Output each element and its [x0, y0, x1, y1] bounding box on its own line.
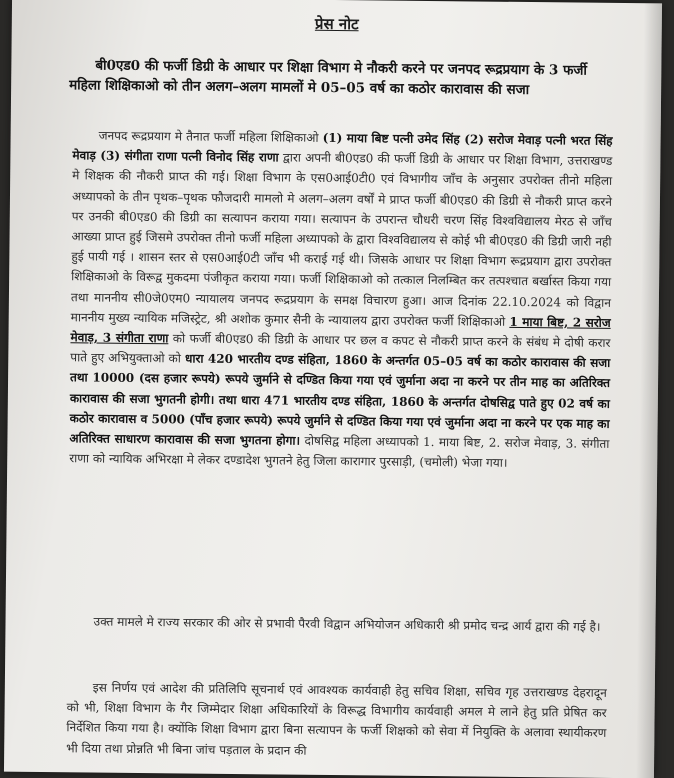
- paragraph-prosecution: उक्त मामले मे राज्य सरकार की ओर से प्रभावी पैरवी विद्वान अभियोजन अधिकारी श्री प्रमोद चन्द्र आर्य द्वारा की गई है।: [93, 614, 601, 634]
- accused-names: (1) माया बिष्ट पत्नी उमेद सिंह (2) सरोज मेवाड़ पत्नी भरत सिंह मेवाड़ (3) संगीता राणा पत्नी विनोद सिंह राणा: [72, 130, 613, 165]
- headline: बी0एड0 की फर्जी डिग्री के आधार पर शिक्षा विभाग मे नौकरी करने पर जनपद रूद्रप्रयाग के 3 फर्जी महिला शिक्षिकाओ को तीन अलग–अलग मामलों मे 05–05 वर्ष का कठोर कारावास की सजा: [69, 57, 588, 99]
- intro-text: जनपद रूद्रप्रयाग मे तैनात फर्जी महिला शिक्षिकाओ: [98, 128, 323, 145]
- paragraph-main: [69, 125, 613, 474]
- body-text-2: को फर्जी बी0एड0 की डिग्री के आधार पर छल व कपट से नौकरी प्राप्त करने के संबंध मे दोषी करार पाते हुए अभियुक्ताओ को: [70, 331, 611, 366]
- press-note-page: [4, 0, 662, 778]
- body-text-3: दोषसिद्व महिला अध्यापको 1. माया बिष्ट, 2. सरोज मेवाड़, 3. संगीता राणा को न्यायिक अभिरक्षा मे लेकर दण्डादेश भुगतने हेतु जिला कारागार पुरसाड़ी, (चमोली) भेजा गया।: [69, 433, 610, 471]
- verdict-text: धारा 420 भारतीय दण्ड संहिता, 1860 के अन्तर्गत 05–05 वर्ष का कठोर कारावास की सजा तथा 10000 (दस हजार रूपये) रूपये जुर्माने से दण्डित किया गया एवं जुर्माना अदा ना करने पर तीन माह का अतिरिक्त कारावास की सजा भुगतनी होगी। तथा धारा 471 भारतीय दण्ड संहिता, 1860 के अन्तर्गत दोषसिद्व पाते हुए 02 वर्ष का कठोर कारावास व 5000 (पाँच हजार रूपये) रूपये जुर्माने से दण्डित किया गया एवं जुर्माना अदा ना करने पर एक माह का अतिरिक्त साधारण कारावास की सजा भुगतना होगा।: [69, 351, 611, 448]
- paragraph-order-copy: इस निर्णय एवं आदेश की प्रतिलिपि सूचनार्थ एवं आवश्यक कार्यवाही हेतु सचिव शिक्षा, सचिव गृह उत्तराखण्ड देहरादून को भी, शिक्षा विभाग के गैर जिम्मेदार शिक्षा अधिकारियों के विरूद्ध विभागीय कार्यवाही अमल मे लाने हेतु प्रति प्रेषित कर निर्देशित किया गया है। क्योंकि शिक्षा विभाग द्वारा बिना सत्यापन के फर्जी शिक्षको को सेवा में नियुक्ति के अलावा स्थायीकरण भी दिया तथा प्रोन्नति भी बिना जांच पड़ताल के प्रदान की: [66, 680, 607, 758]
- accused-names-underlined: 1 माया बिष्ट, 2 सरोज मेवाड़, 3 संगीता राणा: [70, 314, 611, 346]
- page-edge-shadow: [636, 3, 662, 778]
- page-title: प्रेस नोट: [314, 14, 359, 34]
- body-text-1: द्वारा अपनी बी0एड0 की फर्जी डिग्री के आधार पर शिक्षा विभाग, उत्तराखण्ड मे शिक्षक की नौकरी प्राप्त की गई। शिक्षा विभाग के एस0आई0टी0 एवं विभागीय जाँच के अनुसार उपरोक्त तीनो महिला अध्यापको के तीन पृथक–पृथक फौजदारी मामलो मे अलग–अलग वर्षों मे प्राप्त फर्जी बी0एड0 की डिग्री से नौकरी प्राप्त करने पर उनकी बी0एड0 की डिग्री का सत्यापन कराया गया। सत्यापन के उपरान्त चौधरी चरण सिंह विश्वविद्यालय मेरठ से जाँच आख्या प्राप्त हुई जिसमे उपरोक्त तीनो फर्जी महिला अध्यापको के द्वारा विश्वविद्यालय से कोई भी बी0एड0 की डिग्री जारी नही हुई पायी गई । शासन स्तर से एस0आई0टी जाँच भी कराई गई थी। जिसके आधार पर शिक्षा विभाग रूद्रप्रयाग द्वारा उपरोक्त शिक्षिकाओ के विरूद्व मुकदमा पंजीकृत कराया गया। फर्जी शिक्षिकाओ को तत्काल निलम्बित कर तत्पश्चात बर्खास्त किया गया तथा माननीय सी0जे0एम0 न्यायालय जनपद रूद्रप्रयाग के समक्ष विचारण हुआ। आज दिनांक 22.10.2024 को विद्वान माननीय मुख्य न्यायिक मजिस्ट्रेट, श्री अशोक कुमार सैनी के न्यायालय द्वारा उपरोक्त फर्जी शिक्षिकाओ: [70, 150, 613, 329]
